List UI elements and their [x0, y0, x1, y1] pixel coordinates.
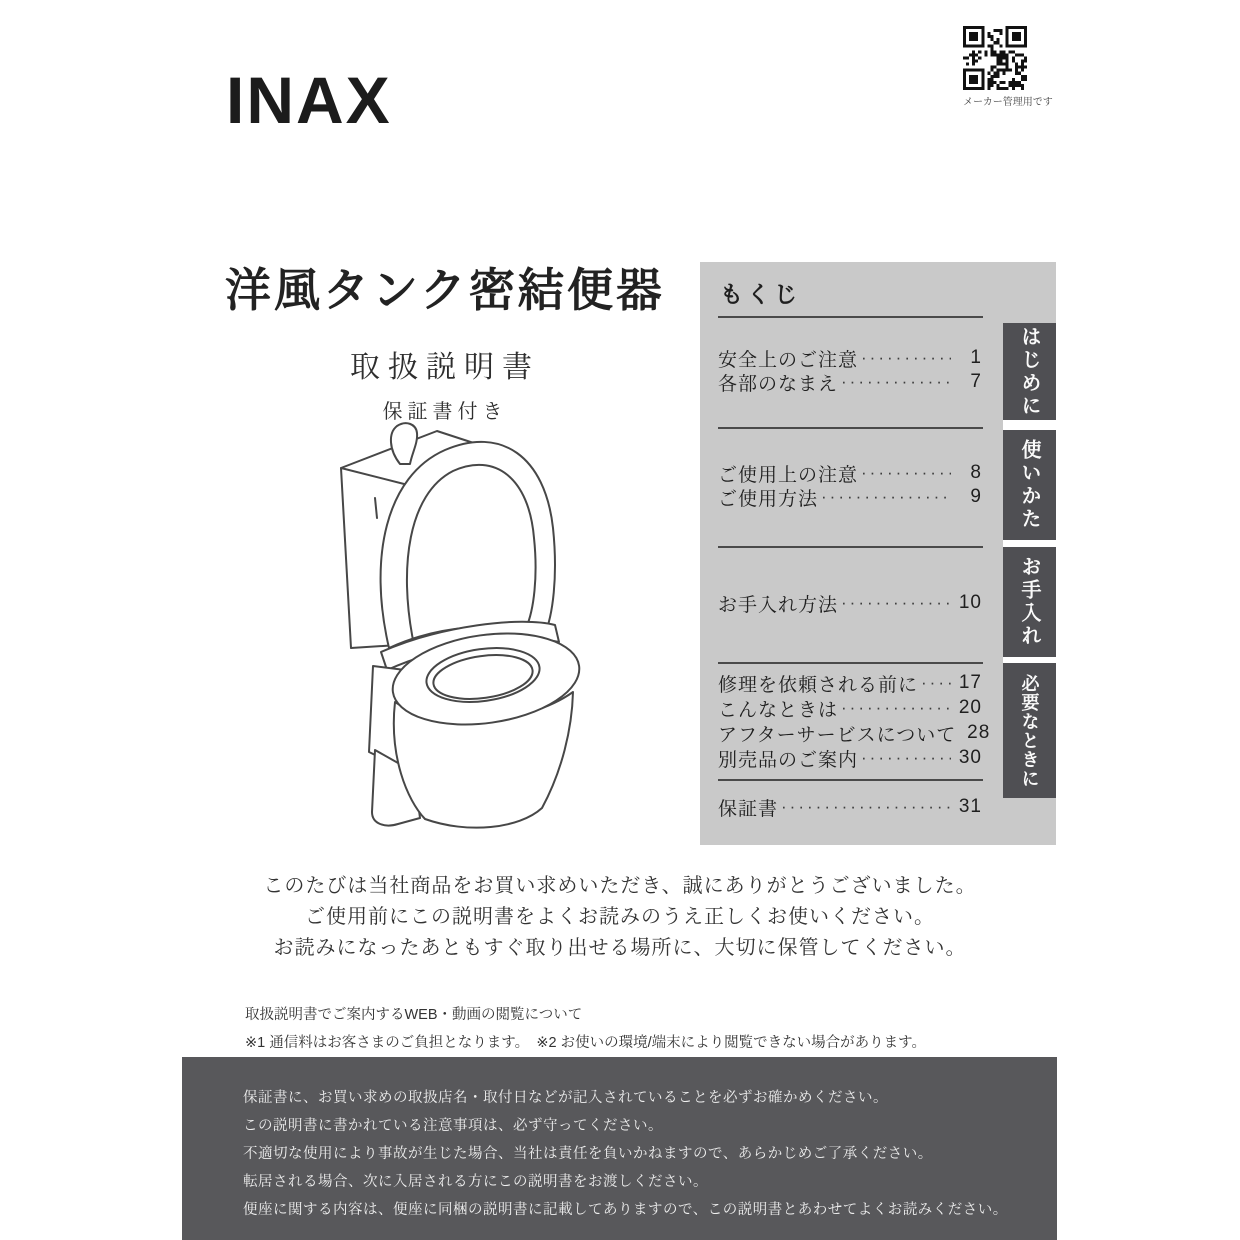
- toc-entry-page: 7: [970, 371, 982, 392]
- dot-leader: [781, 797, 951, 817]
- qr-block: [963, 26, 1073, 108]
- toc-entry: [718, 591, 982, 615]
- toc-entry: [718, 746, 982, 770]
- manual-title: 取扱説明書: [350, 351, 540, 384]
- qr-caption: メーカー管理用です: [963, 97, 1053, 108]
- toc-entry-label: 別売品のご案内: [718, 749, 859, 771]
- toc-entry: [718, 721, 991, 746]
- greeting-line: このたびは当社商品をお買い求めいただき、誠にありがとうございました。: [263, 875, 977, 897]
- dot-leader: [841, 593, 951, 613]
- product-title: 洋風タンク密結便器: [224, 264, 666, 316]
- toc-entry-label: お手入れ方法: [718, 594, 839, 616]
- toc-entry-label: こんなときは: [718, 699, 839, 721]
- notice-line: 不適切な使用により事故が生じた場合、当社は責任を負いかねますので、あらかじめご了承ください。: [243, 1146, 933, 1162]
- table-of-contents: [700, 262, 1056, 845]
- warranty-note: 保証書付き: [382, 401, 508, 423]
- dot-leader: [861, 748, 951, 768]
- tab-hitsuyonatokini: 必要なときに: [1003, 663, 1056, 798]
- greeting-line: お読みになったあともすぐ取り出せる場所に、大切に保管してください。: [273, 937, 967, 959]
- tab-hajimeni: はじめに: [1003, 323, 1056, 420]
- notice-line: 保証書に、お買い求めの取扱店名・取付日などが記入されていることを必ずお確かめください。: [243, 1090, 888, 1106]
- toc-entry-page: 1: [970, 347, 982, 368]
- dot-leader: [841, 698, 951, 718]
- toc-entry-label: 各部のなまえ: [718, 373, 839, 395]
- dot-leader: [821, 487, 951, 507]
- tab-oteire: お手入れ: [1003, 547, 1056, 657]
- toilet-illustration: [315, 418, 685, 858]
- toc-entry: [718, 671, 982, 695]
- toc-entry: [718, 795, 982, 819]
- toc-entry-label: アフターサービスについて: [718, 724, 957, 746]
- dot-leader: [921, 673, 951, 693]
- toc-entry-label: 修理を依頼される前に: [718, 674, 919, 696]
- toc-entry-label: ご使用方法: [718, 488, 819, 510]
- greeting-line: ご使用前にこの説明書をよくお読みのうえ正しくお使いください。: [305, 906, 935, 928]
- toc-entry: [718, 461, 982, 485]
- tab-tsukaikata: 使いかた: [1003, 430, 1056, 540]
- toc-entry: [718, 370, 982, 394]
- tab-gap: [1003, 420, 1056, 430]
- toc-divider: [718, 427, 983, 429]
- toc-entry: [718, 346, 982, 370]
- toc-divider: [718, 779, 983, 781]
- toc-divider: [718, 662, 983, 664]
- toc-entry-label: 保証書: [718, 798, 779, 820]
- dot-leader: [841, 372, 951, 392]
- toc-entry-page: 28: [967, 722, 991, 743]
- notice-line: この説明書に書かれている注意事項は、必ず守ってください。: [243, 1118, 663, 1134]
- toc-entry-page: 17: [958, 672, 982, 693]
- title-block: [160, 254, 730, 424]
- web-note-title: 取扱説明書でご案内するWEB・動画の閲覧について: [245, 1007, 583, 1023]
- toc-entry-page: 8: [970, 462, 982, 483]
- toc-entry: [718, 485, 982, 509]
- toc-divider: [718, 546, 983, 548]
- web-note-body: ※1 通信料はお客さまのご負担となります。 ※2 お使いの環境/端末により閲覧できない場合があります。: [245, 1035, 926, 1051]
- notice-line: 便座に関する内容は、便座に同梱の説明書に記載してありますので、この説明書とあわせてよくお読みください。: [243, 1202, 1008, 1218]
- toc-heading: もくじ: [720, 281, 801, 307]
- toc-entry-page: 10: [958, 592, 982, 613]
- notice-line: 転居される場合、次に入居される方にこの説明書をお渡しください。: [243, 1174, 708, 1190]
- tab-gap: [1003, 540, 1056, 547]
- dot-leader: [861, 463, 951, 483]
- qr-code-icon: [963, 26, 1027, 90]
- toc-entry-page: 20: [958, 697, 982, 718]
- web-viewing-note: [245, 1001, 1005, 1057]
- toc-entry-page: 30: [958, 747, 982, 768]
- toc-entry-page: 31: [958, 796, 982, 817]
- toc-entry-label: ご使用上の注意: [718, 464, 859, 486]
- notice-box: [182, 1057, 1057, 1240]
- toc-divider: [718, 316, 983, 318]
- dot-leader: [861, 348, 951, 368]
- toc-entry-label: 安全上のご注意: [718, 349, 859, 371]
- greeting-paragraph: [0, 871, 1240, 964]
- toc-entry: [718, 696, 982, 720]
- inax-logo: INAX: [226, 63, 392, 137]
- toc-entry-page: 9: [970, 486, 982, 507]
